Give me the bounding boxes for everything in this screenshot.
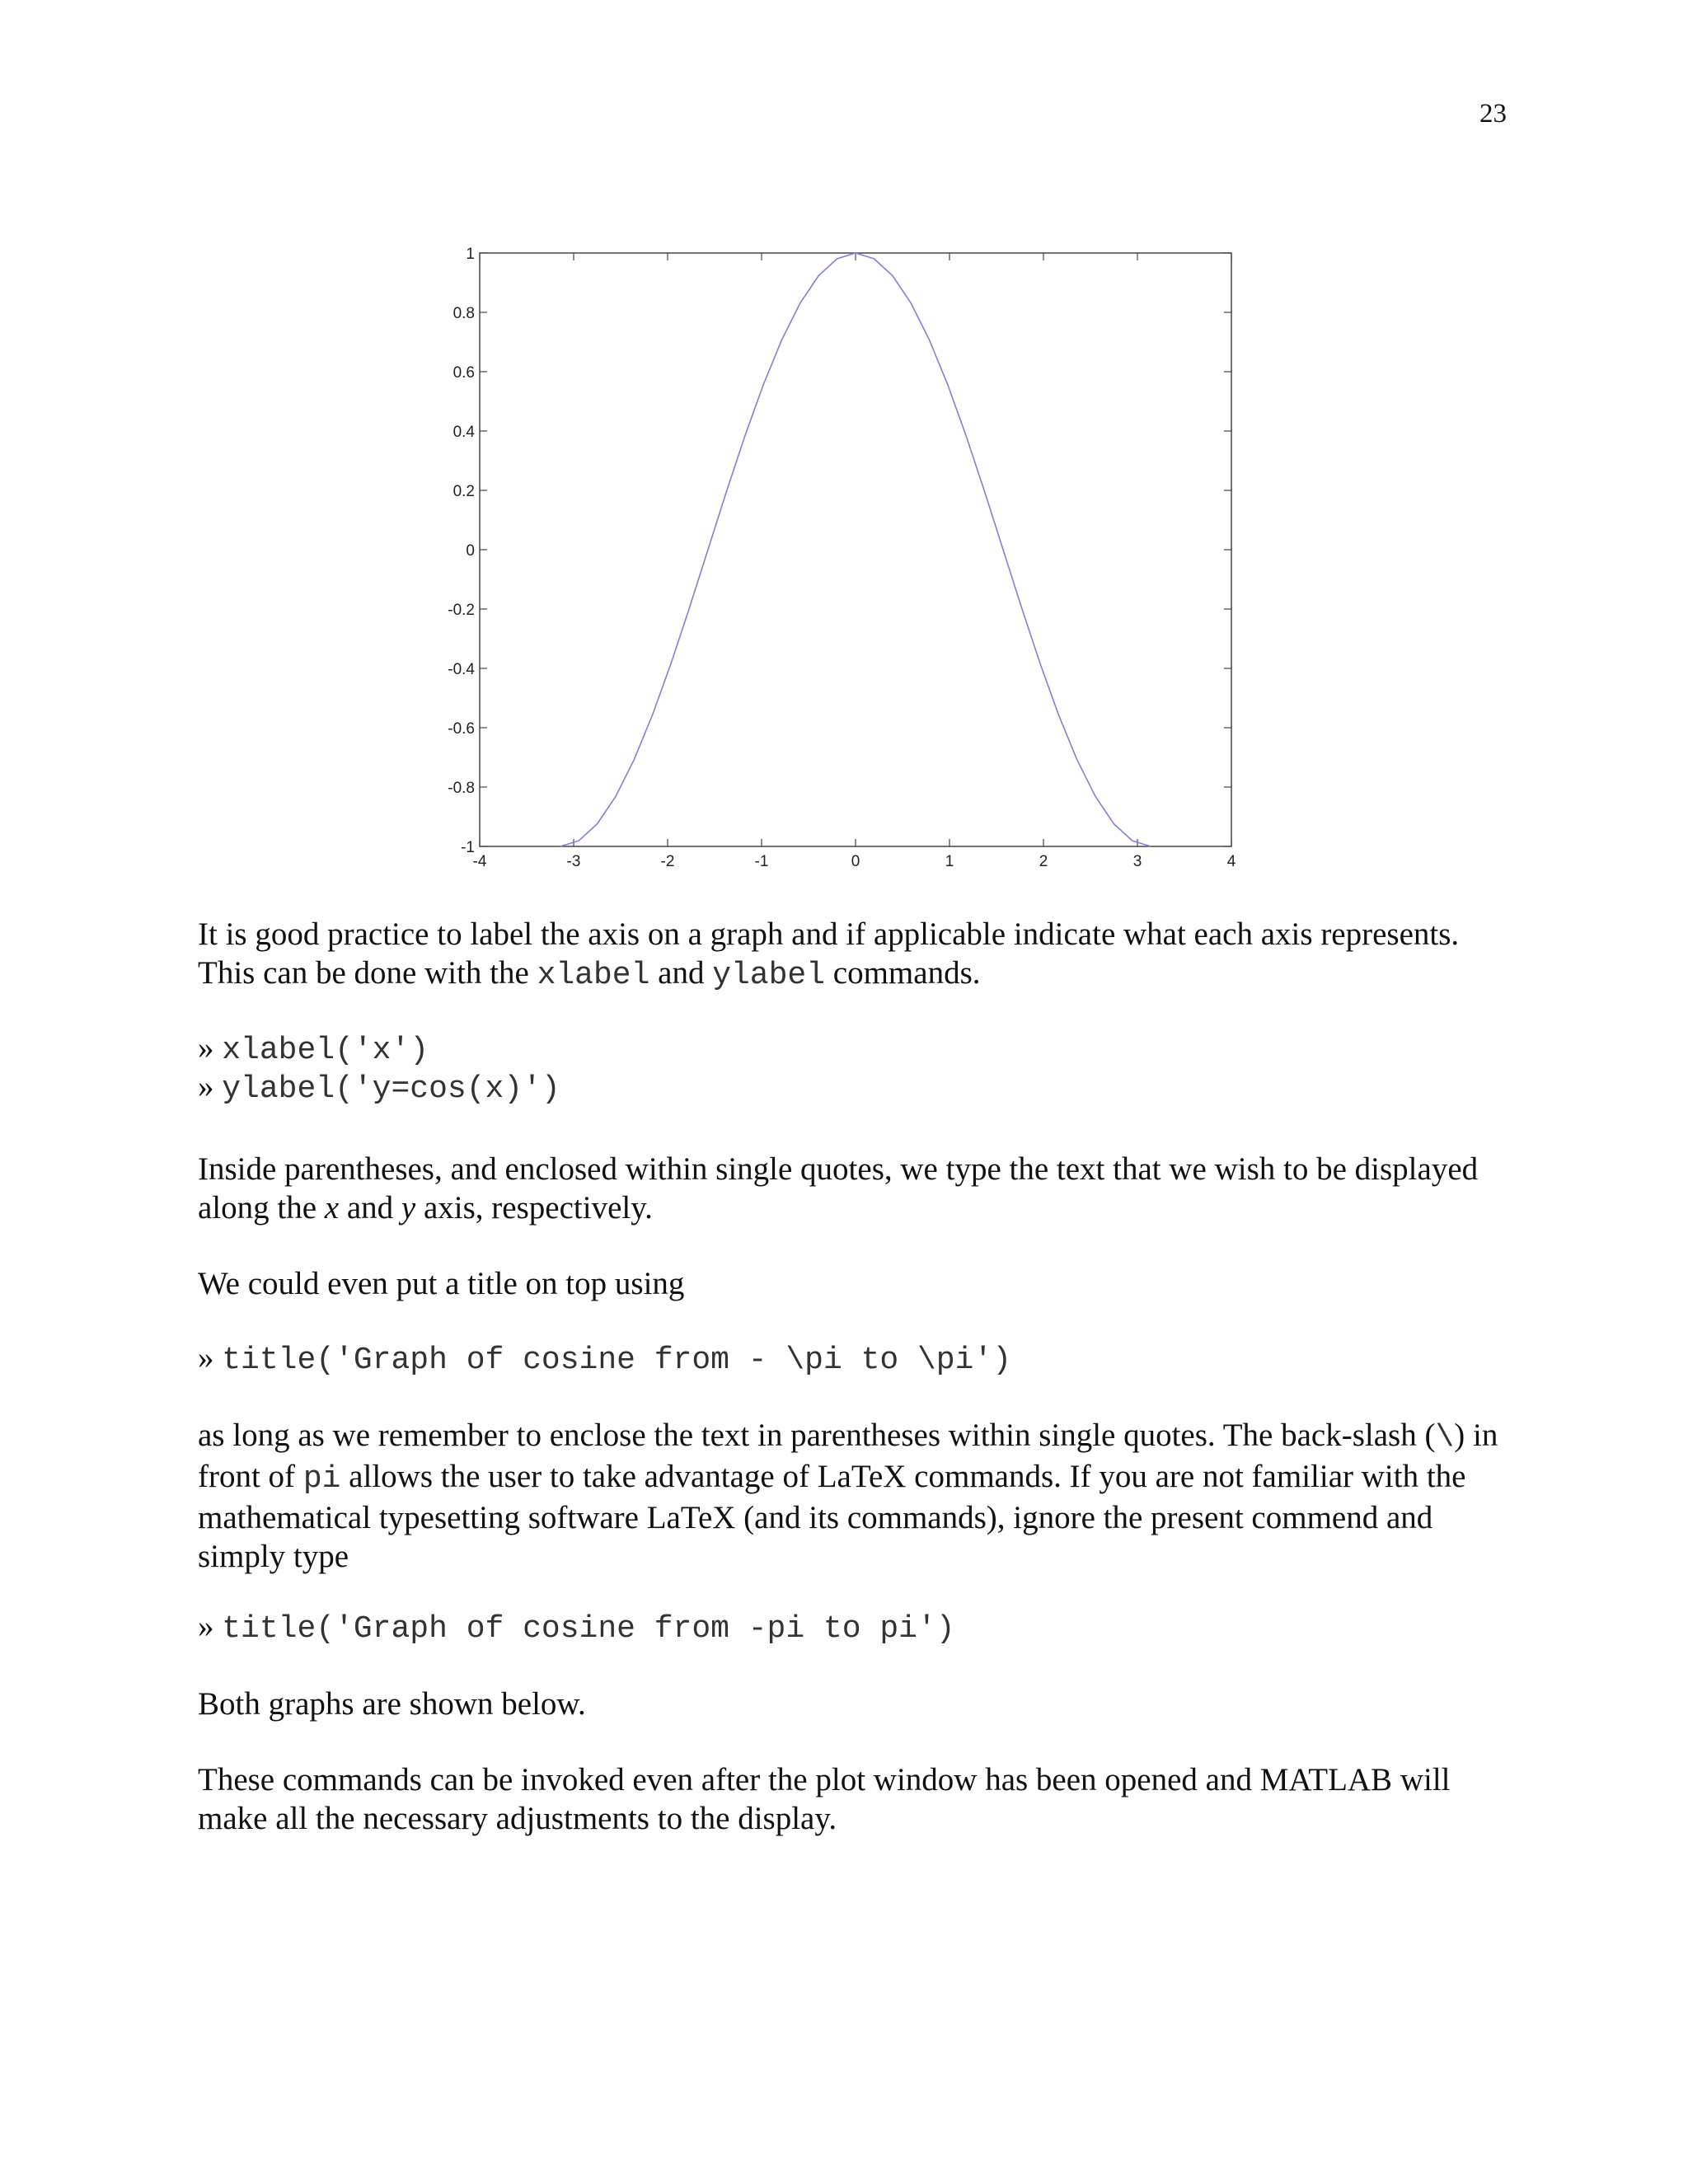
paragraph-title-intro: We could even put a title on top using — [198, 1266, 685, 1301]
para4-text-b: ) in front of — [198, 1418, 1498, 1494]
y-tick-label: 0.8 — [452, 305, 475, 322]
inline-code-xlabel: xlabel — [537, 958, 650, 993]
para2-x: x — [324, 1190, 340, 1226]
x-tick-label: -3 — [566, 853, 581, 870]
paragraph-both-graphs: Both graphs are shown below. — [198, 1686, 586, 1722]
code-title-plain: title('Graph of cosine from -pi to pi') — [222, 1611, 955, 1647]
paragraph-axis-labels — [198, 915, 1500, 995]
x-tick-label: 4 — [1226, 853, 1236, 870]
x-tick-label: 2 — [1039, 853, 1048, 870]
code-line-xlabel — [198, 1029, 429, 1070]
para2-text-b: and — [339, 1190, 401, 1226]
x-tick-label: 1 — [945, 853, 954, 870]
y-tick-label: 0.4 — [452, 424, 475, 441]
prompt-symbol: » — [198, 1340, 214, 1376]
inline-code-backslash: \ — [1435, 1420, 1455, 1455]
code-line-title-plain — [198, 1607, 955, 1648]
para1-text-a: It is good practice to label the axis on a graph and if applicable indicate what each axis represents. This can be done with the — [198, 916, 1460, 991]
paragraph-latex — [198, 1416, 1500, 1576]
y-tick-label: 0 — [466, 542, 475, 560]
code-ylabel: ylabel('y=cos(x)') — [222, 1071, 560, 1107]
y-tick-label: 1 — [466, 246, 475, 263]
y-tick-label: -0.8 — [448, 780, 475, 797]
series-line — [560, 253, 1151, 846]
y-tick-label: -1 — [461, 839, 475, 856]
para2-y: y — [401, 1190, 416, 1226]
y-tick-label: -0.4 — [448, 661, 475, 678]
prompt-symbol: » — [198, 1030, 214, 1066]
para4-text-a: as long as we remember to enclose the text in parentheses within single quotes. The back-slash ( — [198, 1418, 1436, 1453]
page-number: 23 — [1479, 99, 1507, 129]
para4-text-c: allows the user to take advantage of LaTeX commands. If you are not familiar with the mathematical typesetting software LaTeX (and its commands), ignore the present commend and simply type — [198, 1459, 1466, 1574]
para2-text-c: axis, respectively. — [415, 1190, 653, 1226]
y-tick-label: 0.6 — [452, 364, 475, 382]
para1-text-c: commands. — [825, 955, 981, 991]
paragraph-parentheses — [198, 1150, 1500, 1227]
inline-code-ylabel: ylabel — [712, 958, 826, 993]
code-line-ylabel — [198, 1067, 560, 1108]
y-tick-label: -0.6 — [448, 720, 475, 738]
x-tick-label: 3 — [1132, 853, 1142, 870]
prompt-symbol: » — [198, 1069, 214, 1104]
code-title-latex: title('Graph of cosine from - \pi to \pi') — [222, 1343, 1012, 1378]
y-tick-label: 0.2 — [452, 483, 475, 500]
inline-code-pi: pi — [302, 1461, 341, 1497]
x-tick-label: -1 — [754, 853, 769, 870]
para2-text-a: Inside parentheses, and enclosed within single quotes, we type the text that we wish to be displayed along the — [198, 1151, 1479, 1226]
x-tick-label: 0 — [851, 853, 860, 870]
para1-text-b: and — [649, 955, 713, 991]
y-tick-label: -0.2 — [448, 602, 475, 619]
plot-frame — [480, 253, 1231, 846]
prompt-symbol: » — [198, 1609, 214, 1644]
code-xlabel: xlabel('x') — [222, 1033, 429, 1068]
code-line-title-latex — [198, 1338, 1011, 1380]
x-tick-label: -4 — [472, 853, 487, 870]
cosine-plot — [429, 235, 1253, 886]
x-tick-label: -2 — [660, 853, 675, 870]
paragraph-adjustments: These commands can be invoked even after the plot window has been opened and MATLAB will make all the necessary adjustments to the display. — [198, 1762, 1451, 1836]
